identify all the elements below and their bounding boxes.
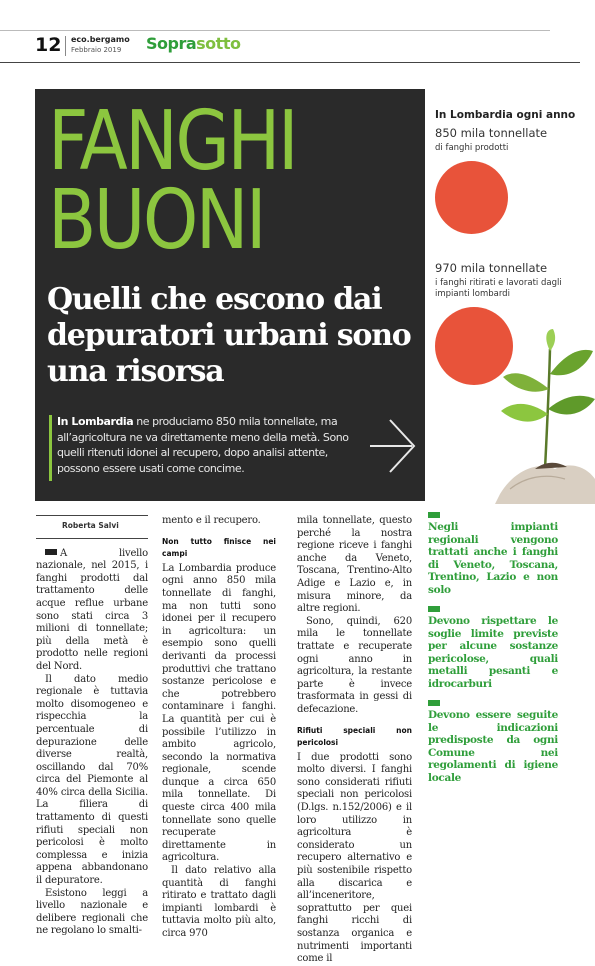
highlight-text: Devono essere seguite le indicazioni predisposte da ogni Comune nei regolamenti di igiene locale: [428, 709, 558, 784]
section-label-part1: Sopra: [146, 34, 197, 53]
arrow-right-icon: [368, 416, 418, 476]
paragraph-marker: [45, 549, 57, 555]
highlights-column: [428, 512, 558, 794]
lead-bold: In Lombardia: [57, 415, 134, 428]
highlight-item: [428, 512, 558, 596]
publication-name: eco.bergamo: [71, 35, 130, 44]
infographic-caption-processed: i fanghi ritirati e lavorati dagli impianti lombardi: [435, 278, 562, 299]
publication-date: Febbraio 2019: [71, 46, 122, 54]
article-column-3: [297, 515, 412, 966]
infographic-heading: In Lombardia ogni anno: [435, 109, 576, 121]
highlight-marker: [428, 606, 440, 612]
article-paragraph: Il dato medio regionale è tuttavia molto disomogeneo e rispecchia la percentuale di depurazione delle diverse realtà, oscillando dal 70% circa del Piemonte al 40% circa della Sicilia. La filiera di trattamento di questi rifiuti speciali non pericolosi è molto complessa e inizia appena abbandonano il depuratore.: [36, 673, 148, 887]
article-paragraph: [36, 548, 148, 674]
article-column-2: [162, 515, 276, 941]
hero-title-line2: BUONI: [48, 173, 265, 268]
circle-produced: [435, 161, 508, 234]
byline: Roberta Salvi: [36, 515, 148, 539]
subhead-non-tutto: Non tutto finisce nei campi: [162, 536, 276, 559]
infographic-value-produced: 850 mila tonnellate: [435, 126, 548, 140]
article-paragraph: Sono, quindi, 620 mila le tonnellate trattate e recuperate ogni anno in agricoltura, la restante parte è invece trasformata in gessi di defecazione.: [297, 615, 412, 715]
lead-text: ne produciamo 850 mila tonnellate, ma all’agricoltura ne va direttamente meno della metà. Sono quelli ritenuti idonei al recupero, dopo analisi attente, possono essere usati come concime.: [57, 415, 349, 475]
section-label: [146, 34, 240, 53]
lead-paragraph: [57, 414, 357, 476]
section-label-part2: sotto: [196, 34, 241, 53]
article-paragraph: I due prodotti sono molto diversi. I fanghi sono considerati rifiuti speciali non pericolosi (D.lgs. n.152/2006) e il loro utilizzo in agricoltura è considerato un recupero alternativo e più sostenibile rispetto alla discarica e all’inceneritore, soprattutto per quei fanghi ricchi di sostanza organica e nutrimenti importanti come il: [297, 751, 412, 965]
article-column-1: [36, 515, 148, 938]
plant-in-hand-icon: [495, 329, 595, 504]
highlight-text: Devono rispettare le soglie limite previste per alcune sostanze pericolose, quali metalli pesanti e idrocarburi: [428, 615, 558, 690]
header-separator: [65, 36, 66, 56]
article-paragraph: La Lombardia produce ogni anno 850 mila tonnellate di fanghi, ma non tutti sono idonei per il recupero in agricoltura: un esempio sono quelli derivanti da processi produttivi che trattano sostanze pericolose e che potrebbero contaminare i fanghi. La quantità per cui è possibile l’utilizzo in ambito agricolo, secondo la normativa regionale, scende dunque a circa 650 mila tonnellate. Di queste circa 400 mila tonnellate sono quelle recuperate direttamente in agricoltura.: [162, 562, 276, 864]
article-paragraph: mento e il recupero.: [162, 515, 261, 526]
infographic-caption-produced: di fanghi prodotti: [435, 143, 509, 153]
hero-subtitle: Quelli che escono dai depuratori urbani sono una risorsa: [47, 282, 411, 389]
infographic-value-processed: 970 mila tonnellate: [435, 261, 548, 275]
article-paragraph: Esistono leggi a livello nazionale e delibere regionali che ne regolano lo smalti-: [36, 887, 148, 937]
header-top-rule: [0, 30, 550, 31]
hero-title-line1: FANGHI: [48, 94, 297, 189]
lead-accent-bar: [49, 415, 52, 481]
article-paragraph: mila tonnellate, questo perché la nostra regione riceve i fanghi anche da Veneto, Toscana, Trentino-Alto Adige e Lazio e, in misura minore, da altre regioni.: [297, 515, 412, 615]
header-rule: [0, 62, 580, 63]
article-text: A livello nazionale, nel 2015, i fanghi prodotti dal trattamento delle acque reflue urbane sono stati circa 3 milioni di tonnellate; più della metà è prodotto nelle regioni del Nord.: [36, 547, 148, 672]
highlight-marker: [428, 700, 440, 706]
page-number: 12: [35, 34, 62, 56]
subhead-rifiuti: Rifiuti speciali non pericolosi: [297, 725, 412, 748]
hero-panel: [35, 89, 425, 501]
infographic: [425, 89, 580, 501]
highlight-text: Negli impianti regionali vengono trattati anche i fanghi di Veneto, Toscana, Trentino, Lazio e non solo: [428, 521, 558, 596]
article-paragraph: Il dato relativo alla quantità di fanghi ritirato e trattato dagli impianti lombardi è tuttavia molto più alto, circa 970: [162, 865, 276, 939]
highlight-item: [428, 606, 558, 690]
highlight-marker: [428, 512, 440, 518]
highlight-item: [428, 700, 558, 784]
